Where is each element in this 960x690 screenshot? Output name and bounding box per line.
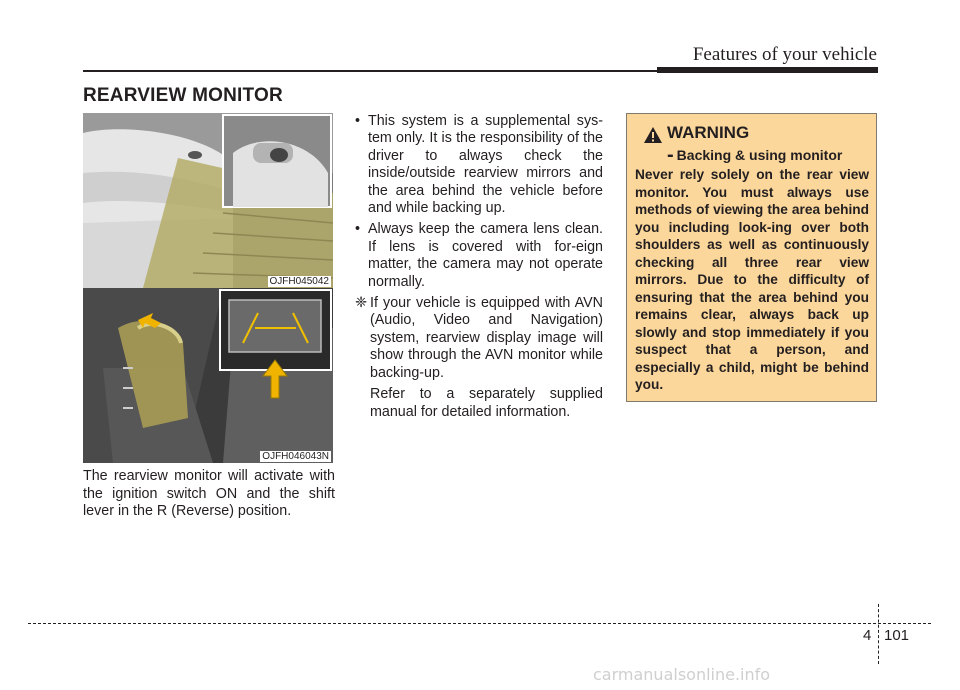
watermark: carmanualsonline.info	[593, 665, 771, 684]
page-title: REARVIEW MONITOR	[83, 85, 283, 106]
note-item	[355, 295, 603, 382]
info-column	[355, 113, 603, 421]
warning-title: WARNING	[667, 123, 750, 142]
footer-divider	[878, 604, 879, 664]
footer-rule	[28, 623, 931, 624]
warning-body: Never rely solely on the rear view monitor. You must always use methods of viewing the area behind you including look-ing over both shoulders as well as continuously checking all three rear view mirrors. Due to the difficulty of ensuring that the area behind you remains clear, always back up slowly and stop immediately if you suspect that a person, and especially a child, might be behind you.	[635, 167, 869, 392]
bullet-item	[355, 221, 603, 291]
rear-camera-illustration	[83, 113, 333, 288]
figure-code-2: OJFH046043N	[262, 451, 329, 462]
warning-dash: -	[667, 144, 674, 166]
page-number: 101	[884, 627, 910, 644]
bullet-item	[355, 113, 603, 217]
caption-text: The rearview monitor will activate with the ignition switch ON and the shift lever in the R (Reverse) position.	[83, 468, 335, 519]
rear-camera-figure	[83, 113, 333, 288]
warning-subtitle	[667, 144, 842, 167]
chapter-number: 4	[863, 627, 872, 644]
warning-triangle-icon	[643, 126, 663, 144]
bullet-mark: •	[355, 113, 361, 129]
shift-lever-illustration	[83, 288, 333, 463]
bullet-mark: •	[355, 221, 361, 238]
shift-lever-figure	[83, 288, 333, 463]
section-header: Features of your vehicle	[692, 44, 877, 65]
header-rule-accent	[657, 67, 878, 73]
note-text: If your vehicle is equipped with AVN (Audio, Video and Navigation) system, rearview display image will show through the AVN monitor while backing-up.	[370, 295, 603, 381]
note-followup: Refer to a separately supplied manual for detailed information.	[370, 386, 603, 420]
warning-box	[626, 113, 877, 402]
bullet-text: This system is a supplemental sys-tem only. It is the responsibility of the driver to always check the inside/outside rearview mirrors and the area behind the vehicle before and while backing up.	[368, 113, 603, 217]
bullet-text: Always keep the camera lens clean. If lens is covered with for-eign matter, the camera may not operate normally.	[368, 221, 603, 290]
figure-code-1: OJFH045042	[269, 276, 329, 287]
warning-subtitle-text: Backing & using monitor	[676, 147, 843, 163]
note-mark: ❈	[355, 295, 367, 312]
